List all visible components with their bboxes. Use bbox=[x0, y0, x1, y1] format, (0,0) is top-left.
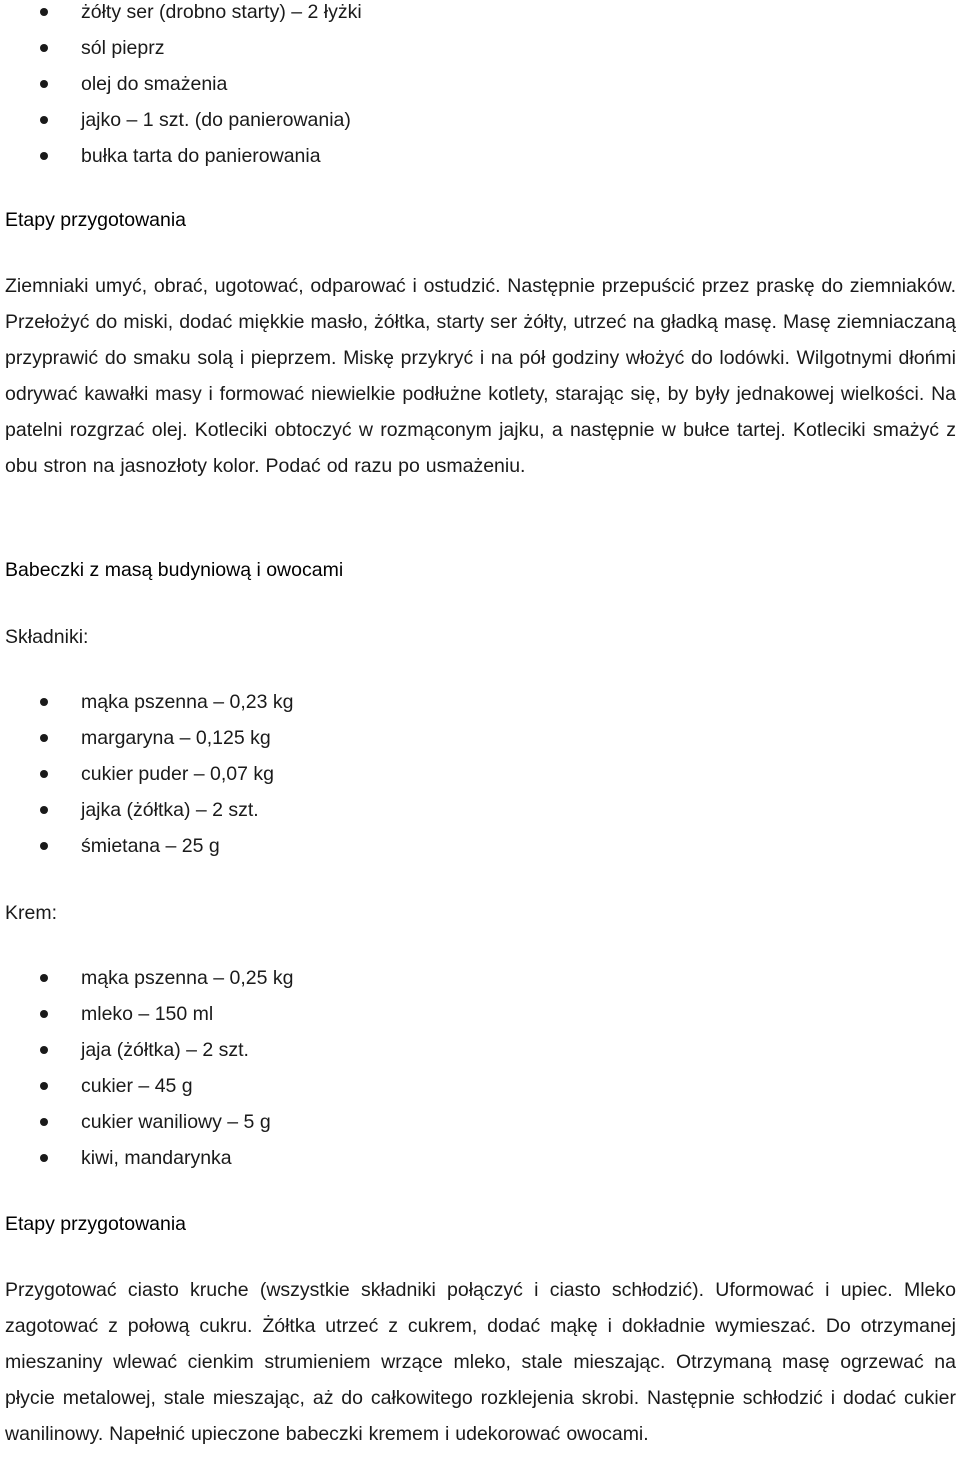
bullet-icon bbox=[40, 770, 48, 778]
steps-paragraph-2: Przygotować ciasto kruche (wszystkie składniki połączyć i ciasto schłodzić). Uformować i upiec. Mleko zagotować z połową cukru. Żółtka utrzeć z cukrem, dodać mąkę i dokładnie wymieszać. Do otrzymanej mieszaniny wlewać cienkim strumieniem wrzące mleko, stale mieszając. Otrzymaną masę ogrzewać na płycie metalowej, stale mieszając, aż do całkowitego rozklejenia skrobi. Następnie schłodzić i dodać cukier wanilinowy. Napełnić upieczone babeczki kremem i udekorować owocami. bbox=[5, 1279, 956, 1445]
list-item-text: mleko – 150 ml bbox=[81, 1003, 214, 1025]
bullet-icon bbox=[40, 1154, 48, 1162]
list-item-text: mąka pszenna – 0,23 kg bbox=[81, 691, 294, 713]
list-item bbox=[0, 762, 960, 798]
bullet-icon bbox=[40, 698, 48, 706]
list-item-text: cukier waniliowy – 5 g bbox=[81, 1111, 271, 1133]
list-item-text: jajka (żółtka) – 2 szt. bbox=[81, 799, 259, 821]
list-item-text: żółty ser (drobno starty) – 2 łyżki bbox=[81, 1, 362, 23]
bullet-icon bbox=[40, 1118, 48, 1126]
bullet-icon bbox=[40, 734, 48, 742]
list-item-text: sól pieprz bbox=[81, 37, 165, 59]
list-item bbox=[0, 966, 960, 1002]
list-item-text: cukier – 45 g bbox=[81, 1075, 193, 1097]
list-item-text: śmietana – 25 g bbox=[81, 835, 220, 857]
list-item bbox=[0, 1110, 960, 1146]
list-item bbox=[0, 144, 960, 180]
list-item bbox=[0, 108, 960, 144]
list-item bbox=[0, 834, 960, 870]
list-item bbox=[0, 36, 960, 72]
list-item-text: cukier puder – 0,07 kg bbox=[81, 763, 274, 785]
list-item-text: kiwi, mandarynka bbox=[81, 1147, 232, 1169]
ingredients-list bbox=[0, 690, 960, 870]
list-item bbox=[0, 690, 960, 726]
bullet-icon bbox=[40, 152, 48, 160]
cream-label: Krem: bbox=[5, 902, 58, 924]
bullet-icon bbox=[40, 806, 48, 814]
list-item bbox=[0, 726, 960, 762]
ingredients-label: Składniki: bbox=[5, 626, 89, 648]
section-heading-steps-2: Etapy przygotowania bbox=[5, 1213, 187, 1235]
bullet-icon bbox=[40, 1010, 48, 1018]
list-item bbox=[0, 1146, 960, 1182]
cream-list bbox=[0, 966, 960, 1182]
list-item bbox=[0, 1002, 960, 1038]
list-item bbox=[0, 72, 960, 108]
list-item bbox=[0, 0, 960, 36]
bullet-icon bbox=[40, 974, 48, 982]
ingredients-list-top bbox=[0, 0, 960, 180]
steps-paragraph-1: Ziemniaki umyć, obrać, ugotować, odparować i ostudzić. Następnie przepuścić przez praskę do ziemniaków. Przełożyć do miski, dodać miękkie masło, żółtka, starty ser żółty, utrzeć na gładką masę. Masę ziemniaczaną przyprawić do smaku solą i pieprzem. Miskę przykryć i na pół godziny włożyć do lodówki. Wilgotnymi dłońmi odrywać kawałki masy i formować niewielkie podłużne kotlety, starając się, by były jednakowej wielkości. Na patelni rozgrzać olej. Kotleciki obtoczyć w rozmąconym jajku, a następnie w bułce tartej. Kotleciki smażyć z obu stron na jasnozłoty kolor. Podać od razu po usmażeniu. bbox=[5, 275, 956, 477]
section-heading-steps-1: Etapy przygotowania bbox=[5, 209, 187, 231]
bullet-icon bbox=[40, 1046, 48, 1054]
bullet-icon bbox=[40, 44, 48, 52]
list-item-text: olej do smażenia bbox=[81, 73, 228, 95]
list-item bbox=[0, 1074, 960, 1110]
recipe-title: Babeczki z masą budyniową i owocami bbox=[5, 559, 344, 581]
list-item-text: jajko – 1 szt. (do panierowania) bbox=[81, 109, 351, 131]
bullet-icon bbox=[40, 1082, 48, 1090]
list-item-text: bułka tarta do panierowania bbox=[81, 145, 321, 167]
list-item-text: jaja (żółtka) – 2 szt. bbox=[81, 1039, 249, 1061]
bullet-icon bbox=[40, 8, 48, 16]
list-item-text: mąka pszenna – 0,25 kg bbox=[81, 967, 294, 989]
list-item bbox=[0, 1038, 960, 1074]
bullet-icon bbox=[40, 842, 48, 850]
list-item bbox=[0, 798, 960, 834]
list-item-text: margaryna – 0,125 kg bbox=[81, 727, 271, 749]
bullet-icon bbox=[40, 116, 48, 124]
bullet-icon bbox=[40, 80, 48, 88]
